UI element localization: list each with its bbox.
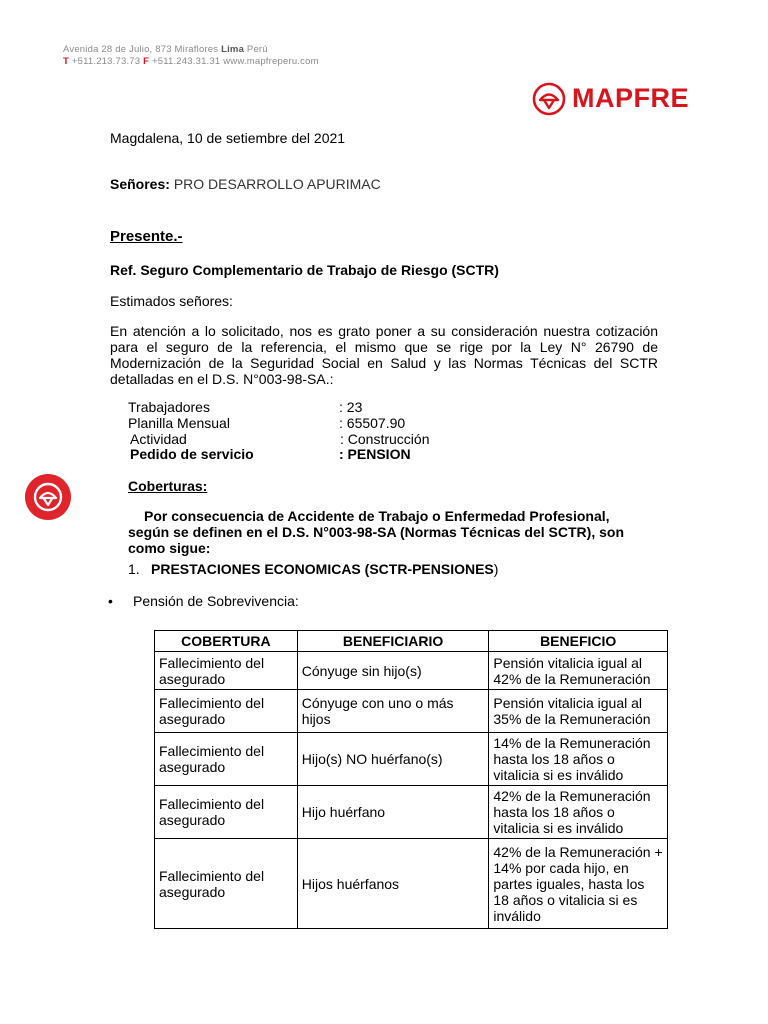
column-header: BENEFICIARIO (297, 631, 489, 652)
recipient-label: Señores: (110, 176, 170, 192)
fax-label: F (143, 56, 150, 67)
date-line: Magdalena, 10 de setiembre del 2021 (110, 130, 346, 146)
mapfre-side-emblem-icon (25, 474, 71, 520)
coverage-heading: Coberturas: (128, 478, 208, 494)
list-item-title-text: PRESTACIONES ECONOMICAS (SCTR-PENSIONES (151, 561, 494, 577)
detail-value: : 65507.90 (339, 415, 406, 431)
recipient-line (110, 176, 381, 192)
coverage-description-line3: como sigue: (128, 540, 211, 556)
bullet-icon: • (108, 593, 113, 609)
bullet-text: Pensión de Sobrevivencia: (133, 593, 299, 609)
phone-label: T (63, 56, 70, 67)
table-row (155, 652, 668, 690)
header-phone: +511.213.73.73 (71, 56, 141, 67)
list-item-title-close: ) (493, 561, 499, 577)
column-header: BENEFICIO (489, 631, 668, 652)
table-cell: Fallecimiento del asegurado (155, 690, 298, 733)
detail-value: : 23 (339, 399, 363, 415)
greeting-heading: Presente.- (110, 228, 183, 245)
header-country: Perú (246, 44, 268, 55)
mapfre-logo (532, 82, 704, 116)
reference-line: Ref. Seguro Complementario de Trabajo de Riesgo (SCTR) (110, 262, 499, 278)
table-cell: 14% de la Remuneración hasta los 18 años o vitalicia si es inválido (489, 733, 668, 786)
detail-label: Pedido de servicio (130, 446, 254, 462)
salutation: Estimados señores: (110, 293, 233, 309)
coverage-description-line1: Por consecuencia de Accidente de Trabajo o Enfermedad Profesional, (144, 508, 610, 524)
header-address: Avenida 28 de Julio, 873 Miraflores (63, 44, 219, 55)
header-fax: +511.243.31.31 (151, 56, 221, 67)
table-cell: Hijo(s) NO huérfano(s) (297, 733, 489, 786)
detail-label: Planilla Mensual (128, 415, 230, 431)
column-header: COBERTURA (155, 631, 298, 652)
list-item-title (151, 561, 498, 577)
table-cell: 42% de la Remuneración + 14% por cada hijo, en partes iguales, hasta los 18 años o vitalicia si es inválido (489, 839, 668, 929)
table-cell: Hijos huérfanos (297, 839, 489, 929)
detail-label: Actividad (130, 431, 187, 447)
header-website: www.mapfreperu.com (223, 56, 319, 67)
list-number: 1. (128, 561, 140, 577)
header-city: Lima (221, 44, 245, 55)
header-contact-line (63, 56, 319, 67)
table-header-row (155, 631, 668, 652)
intro-paragraph: En atención a lo solicitado, nos es grato poner a su consideración nuestra cotización para el seguro de la referencia, el mismo que se rige por la Ley N° 26790 de Modernización de la Seguridad Social en Salud y las Normas Técnicas del SCTR detalladas en el D.S. N°003-98-SA.: (110, 323, 658, 387)
brand-name: MAPFRE (572, 83, 689, 113)
detail-label: Trabajadores (128, 399, 210, 415)
side-emblem (25, 474, 71, 520)
recipient-name: PRO DESARROLLO APURIMAC (173, 176, 381, 192)
table-row (155, 690, 668, 733)
table-cell: Pensión vitalicia igual al 42% de la Remuneración (489, 652, 668, 690)
header-address-line (63, 44, 268, 55)
mapfre-emblem-icon (532, 82, 566, 116)
detail-value: : PENSION (339, 446, 411, 462)
table-row (155, 786, 668, 839)
detail-value: : Construcción (340, 431, 430, 447)
table-cell: Cónyuge con uno o más hijos (297, 690, 489, 733)
table-cell: Fallecimiento del asegurado (155, 733, 298, 786)
table-cell: Cónyuge sin hijo(s) (297, 652, 489, 690)
table-row (155, 733, 668, 786)
coverage-table (154, 630, 668, 929)
table-cell: Fallecimiento del asegurado (155, 786, 298, 839)
table-cell: 42% de la Remuneración hasta los 18 años o vitalicia si es inválido (489, 786, 668, 839)
table-cell: Pensión vitalicia igual al 35% de la Remuneración (489, 690, 668, 733)
table-cell: Hijo huérfano (297, 786, 489, 839)
table-row (155, 839, 668, 929)
table-cell: Fallecimiento del asegurado (155, 839, 298, 929)
table-cell: Fallecimiento del asegurado (155, 652, 298, 690)
coverage-description-line2: según se definen en el D.S. N°003-98-SA (Normas Técnicas del SCTR), son (128, 524, 624, 540)
